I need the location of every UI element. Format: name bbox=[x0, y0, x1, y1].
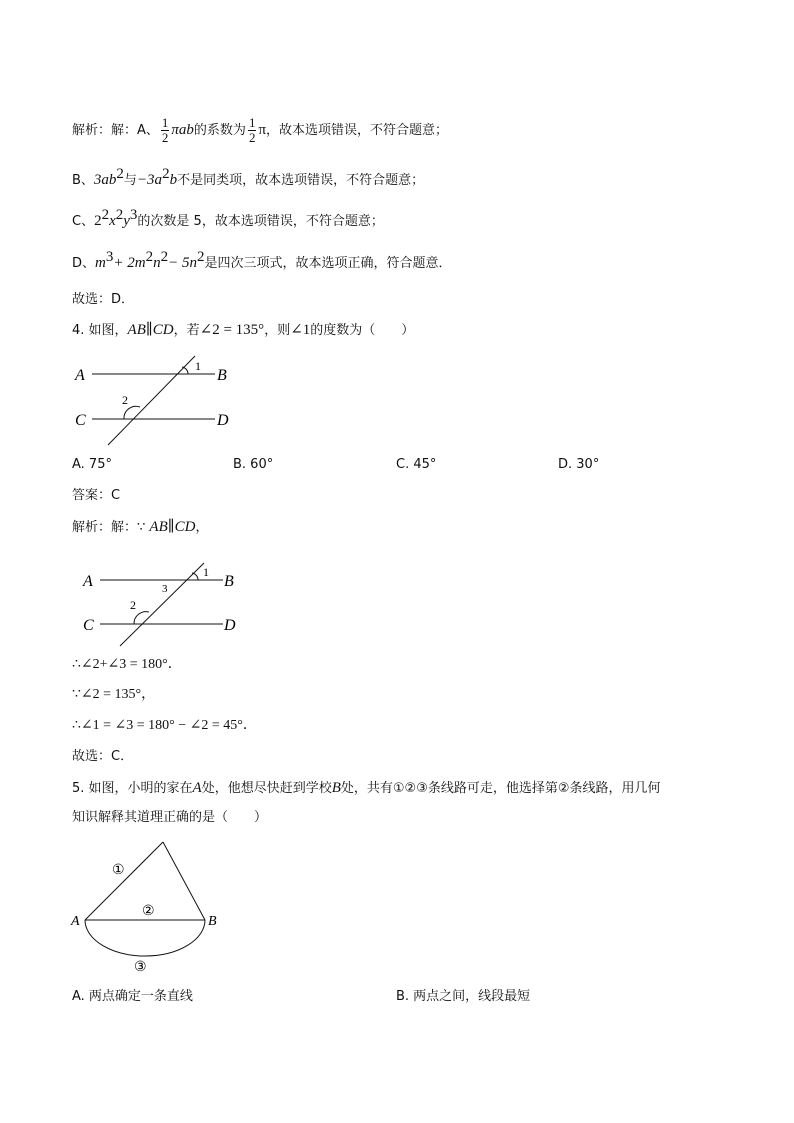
q4a-label-angle3: 3 bbox=[162, 583, 168, 595]
analysis-line-c: C、$2^2x^2y^3$的次数是 5，故本选项错误，不符合题意； bbox=[72, 207, 384, 229]
q5-route2: ② bbox=[142, 904, 155, 919]
q4-figure bbox=[70, 350, 240, 450]
q4a-label-angle1: 1 bbox=[203, 565, 209, 579]
q4a-label-c: C bbox=[83, 617, 94, 634]
q4-analysis-figure bbox=[78, 558, 248, 648]
q4-label-d: D bbox=[217, 412, 229, 429]
q4-step1: ∴∠2+∠3 = 180°． bbox=[72, 657, 182, 672]
q5-route1: ① bbox=[112, 863, 125, 878]
q4-label-angle2: 2 bbox=[122, 393, 128, 407]
q4a-label-d: D bbox=[224, 617, 236, 634]
analysis-line-d: D、$m^3+ 2m^2n^2- 5n^2$是四次三项式，故本选项正确，符合题意． bbox=[72, 249, 452, 271]
q4a-label-angle2: 2 bbox=[130, 598, 136, 612]
q4-stem: 4. 如图，AB∥CD，若∠2 = 135°，则∠1的度数为（ ） bbox=[72, 322, 415, 338]
q4-choice: 故选：C． bbox=[72, 749, 134, 764]
q4a-label-a: A bbox=[83, 573, 93, 590]
q4-step3: ∴∠1 = ∠3 = 180° − ∠2 = 45°． bbox=[72, 718, 257, 733]
q5-stem-line2: 知识解释其道理正确的是（ ） bbox=[72, 810, 268, 825]
q4-step2: ∵∠2 = 135°， bbox=[72, 687, 156, 702]
q5-option-b[interactable]: B. 两点之间，线段最短 bbox=[396, 989, 531, 1004]
q4-option-b[interactable]: B. 60° bbox=[233, 457, 274, 472]
q4-label-b: B bbox=[217, 367, 227, 384]
analysis-line-b: B、$3ab^2$与$-3a^2b$不是同类项，故本选项错误，不符合题意； bbox=[72, 166, 425, 188]
q4-option-c[interactable]: C. 45° bbox=[396, 457, 437, 472]
q5-option-a[interactable]: A. 两点确定一条直线 bbox=[72, 989, 193, 1004]
analysis-choice: 故选：D． bbox=[72, 292, 135, 307]
q4-label-c: C bbox=[75, 412, 86, 429]
q4-option-d[interactable]: D. 30° bbox=[558, 457, 600, 472]
q4a-label-b: B bbox=[224, 573, 234, 590]
fraction-half: $\frac{1}{2}$ bbox=[161, 115, 169, 145]
q4-answer: 答案：C bbox=[72, 488, 121, 503]
q4-option-a[interactable]: A. 75° bbox=[72, 457, 112, 472]
q5-stem-line1: 5. 如图，小明的家在A处，他想尽快赶到学校B处，共有①②③条线路可走，他选择第②条线路，用几何 bbox=[72, 780, 661, 796]
q5-figure bbox=[68, 836, 228, 976]
fraction-half-2: $\frac{1}{2}$ bbox=[248, 115, 256, 145]
q4-label-angle1: 1 bbox=[195, 359, 201, 373]
q4-label-a: A bbox=[75, 367, 85, 384]
q5-label-b: B bbox=[208, 914, 217, 929]
q5-label-a: A bbox=[71, 914, 80, 929]
q4-analysis-head: 解析：解：∵ AB∥CD， bbox=[72, 519, 209, 535]
q5-route3: ③ bbox=[134, 960, 147, 975]
analysis-line-a: 解析：解：A、 $\frac{1}{2}$ πab的系数为 $\frac{1}{2}$ π，故本选项错误，不符合题意； bbox=[72, 115, 449, 145]
